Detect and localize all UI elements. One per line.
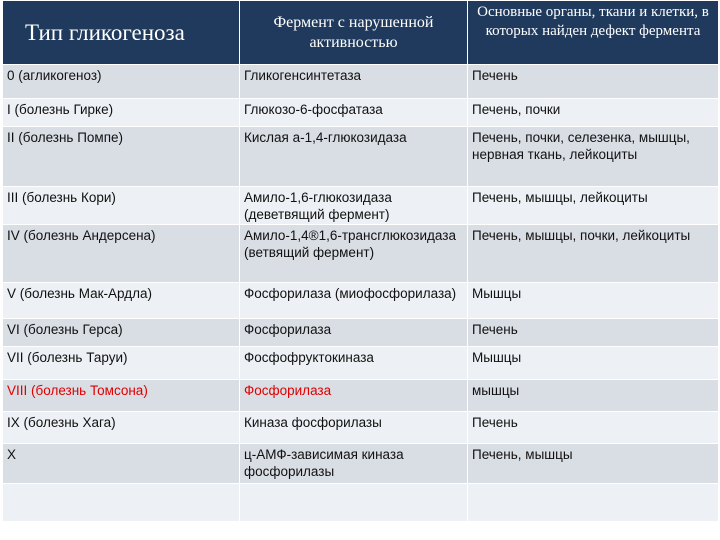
cell-organs: Печень bbox=[468, 412, 719, 444]
cell-enzyme: Фосфорилаза bbox=[240, 380, 468, 412]
cell-type: IX (болезнь Хага) bbox=[3, 412, 240, 444]
cell-type: II (болезнь Помпе) bbox=[3, 127, 240, 187]
table-row bbox=[3, 99, 719, 127]
table-header-row bbox=[3, 1, 719, 65]
cell-organs: Печень, почки bbox=[468, 99, 719, 127]
cell-organs: Печень, мышцы bbox=[468, 444, 719, 484]
cell-type: VIII (болезнь Томсона) bbox=[3, 380, 240, 412]
cell-organs: Печень bbox=[468, 65, 719, 99]
cell-type: X bbox=[3, 444, 240, 484]
table-row bbox=[3, 444, 719, 484]
cell-type: VI (болезнь Герса) bbox=[3, 319, 240, 347]
table-row bbox=[3, 283, 719, 319]
cell-enzyme: Амило-1,4®1,6-трансглюкозидаза (ветвящий фермент) bbox=[240, 225, 468, 283]
cell-enzyme: Фосфорилаза (миофосфорилаза) bbox=[240, 283, 468, 319]
cell-organs: мышцы bbox=[468, 380, 719, 412]
table-row bbox=[3, 347, 719, 380]
table-row-empty bbox=[3, 484, 719, 522]
header-enzyme: Фермент с нарушенной активностью bbox=[240, 1, 468, 65]
cell-type: I (болезнь Гирке) bbox=[3, 99, 240, 127]
cell-type: IV (болезнь Андерсена) bbox=[3, 225, 240, 283]
cell-organs: Печень, почки, селезенка, мышцы, нервная ткань, лейкоциты bbox=[468, 127, 719, 187]
cell-type: III (болезнь Кори) bbox=[3, 187, 240, 225]
table-row bbox=[3, 127, 719, 187]
header-glycogenosis-type: Тип гликогеноза bbox=[3, 1, 240, 65]
cell-enzyme bbox=[240, 484, 468, 522]
cell-enzyme: Фосфорилаза bbox=[240, 319, 468, 347]
cell-type: VII (болезнь Таруи) bbox=[3, 347, 240, 380]
table-row-highlighted bbox=[3, 380, 719, 412]
cell-type bbox=[3, 484, 240, 522]
cell-enzyme: Фосфофруктокиназа bbox=[240, 347, 468, 380]
cell-organs: Мышцы bbox=[468, 347, 719, 380]
cell-organs: Печень, мышцы, лейкоциты bbox=[468, 187, 719, 225]
cell-enzyme: Амило-1,6-глюкозидаза (деветвящий фермент) bbox=[240, 187, 468, 225]
table-row bbox=[3, 225, 719, 283]
table-row bbox=[3, 319, 719, 347]
table-row bbox=[3, 65, 719, 99]
cell-enzyme: ц-АМФ-зависимая киназа фосфорилазы bbox=[240, 444, 468, 484]
cell-organs: Печень bbox=[468, 319, 719, 347]
glycogenosis-table bbox=[2, 0, 719, 522]
cell-type: V (болезнь Мак-Ардла) bbox=[3, 283, 240, 319]
table-row bbox=[3, 412, 719, 444]
cell-type: 0 (агликогеноз) bbox=[3, 65, 240, 99]
cell-enzyme: Глюкозо-6-фосфатаза bbox=[240, 99, 468, 127]
cell-enzyme: Кислая а-1,4-глюкозидаза bbox=[240, 127, 468, 187]
cell-enzyme: Гликогенсинтетаза bbox=[240, 65, 468, 99]
cell-organs: Мышцы bbox=[468, 283, 719, 319]
header-organs: Основные органы, ткани и клетки, в которых найден дефект фермента bbox=[468, 1, 719, 65]
cell-organs: Печень, мышцы, почки, лейкоциты bbox=[468, 225, 719, 283]
table-row bbox=[3, 187, 719, 225]
cell-organs bbox=[468, 484, 719, 522]
cell-enzyme: Киназа фосфорилазы bbox=[240, 412, 468, 444]
